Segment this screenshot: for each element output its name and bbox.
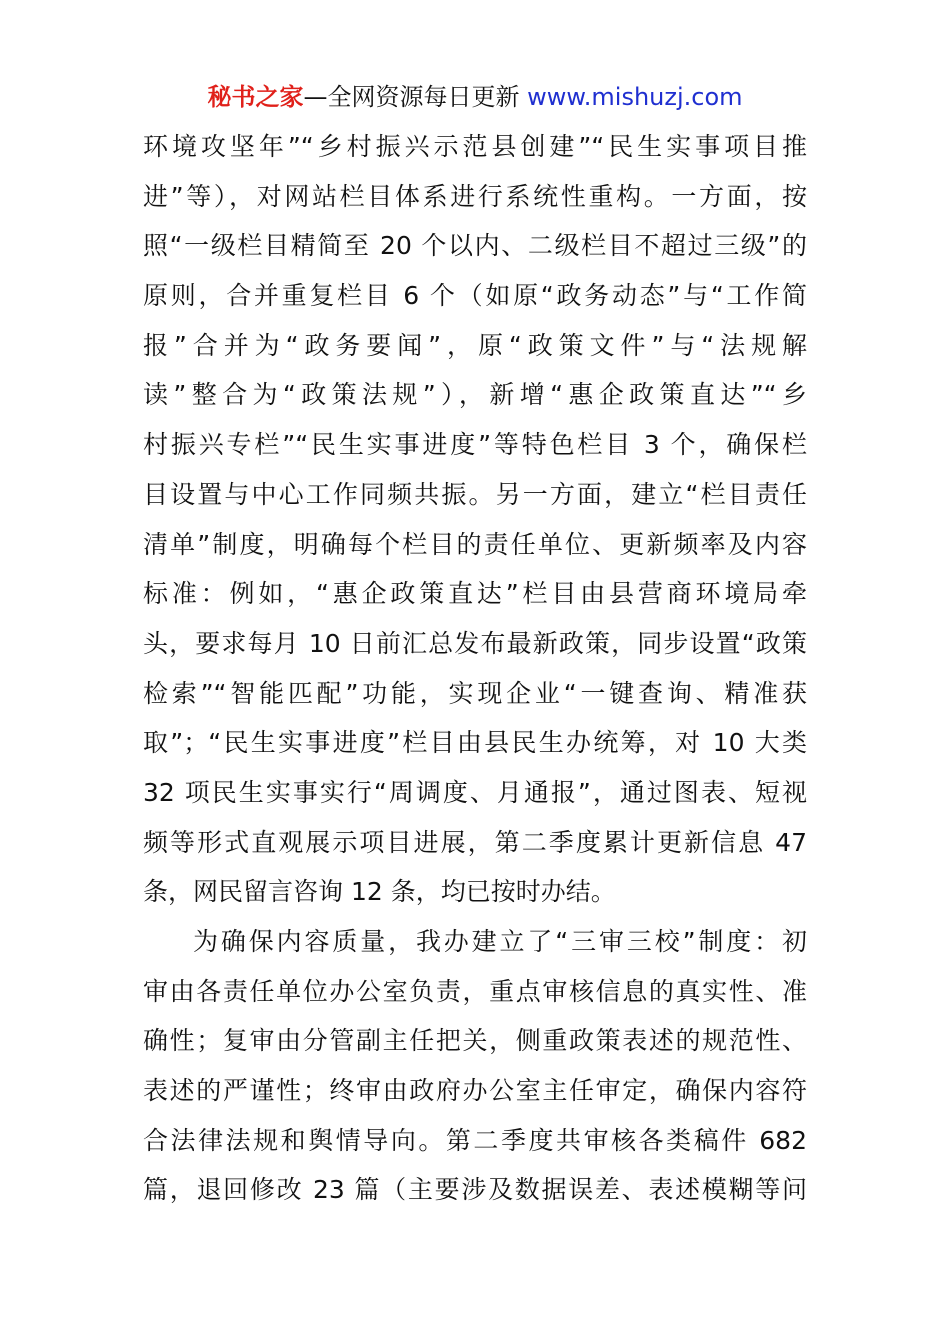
text-line: 报”合并为“政务要闻”，原“政策文件”与“法规解 [143, 330, 807, 360]
brand-name: 秘书之家 [207, 83, 304, 111]
site-header [0, 80, 950, 114]
text-line: 篇，退回修改 23 篇（主要涉及数据误差、表述模糊等问 [143, 1175, 807, 1205]
document-body [143, 122, 807, 1215]
paragraph [143, 917, 807, 1215]
text-line: 原则，合并重复栏目 6 个（如原“政务动态”与“工作简 [143, 281, 807, 311]
header-tagline: —全网资源每日更新 [303, 83, 528, 111]
text-line: 检索”“智能匹配”功能，实现企业“一键查询、精准获 [143, 678, 807, 708]
text-line: 条，网民留言咨询 12 条，均已按时办结。 [143, 877, 616, 907]
site-url[interactable]: www.mishuzj.com [527, 83, 743, 111]
text-line: 取”；“民生实事进度”栏目由县民生办统筹，对 10 大类 [143, 728, 807, 758]
text-line: 表述的严谨性；终审由政府办公室主任审定，确保内容符 [143, 1076, 807, 1106]
text-line: 目设置与中心工作同频共振。另一方面，建立“栏目责任 [143, 479, 807, 509]
text-line: 村振兴专栏”“民生实事进度”等特色栏目 3 个，确保栏 [143, 430, 807, 460]
text-line: 确性；复审由分管副主任把关，侧重政策表述的规范性、 [143, 1026, 807, 1056]
text-line: 审由各责任单位办公室负责，重点审核信息的真实性、准 [143, 976, 807, 1006]
text-line: 清单”制度，明确每个栏目的责任单位、更新频率及内容 [143, 529, 807, 559]
text-line: 频等形式直观展示项目进展，第二季度累计更新信息 47 [143, 827, 807, 857]
text-line: 为确保内容质量，我办建立了“三审三校”制度：初 [193, 927, 807, 956]
text-line: 进”等），对网站栏目体系进行系统性重构。一方面，按 [143, 181, 807, 211]
text-line: 头，要求每月 10 日前汇总发布最新政策，同步设置“政策 [143, 628, 807, 658]
text-line: 32 项民生实事实行“周调度、月通报”，通过图表、短视 [143, 777, 807, 807]
text-line: 标准：例如，“惠企政策直达”栏目由县营商环境局牵 [143, 579, 807, 609]
text-line: 照“一级栏目精简至 20 个以内、二级栏目不超过三级”的 [143, 231, 807, 261]
text-line: 合法律法规和舆情导向。第二季度共审核各类稿件 682 [143, 1125, 807, 1155]
paragraph [143, 122, 807, 917]
text-line: 读”整合为“政策法规”），新增“惠企政策直达”“乡 [143, 380, 807, 410]
text-line: 环境攻坚年”“乡村振兴示范县创建”“民生实事项目推 [143, 132, 807, 161]
